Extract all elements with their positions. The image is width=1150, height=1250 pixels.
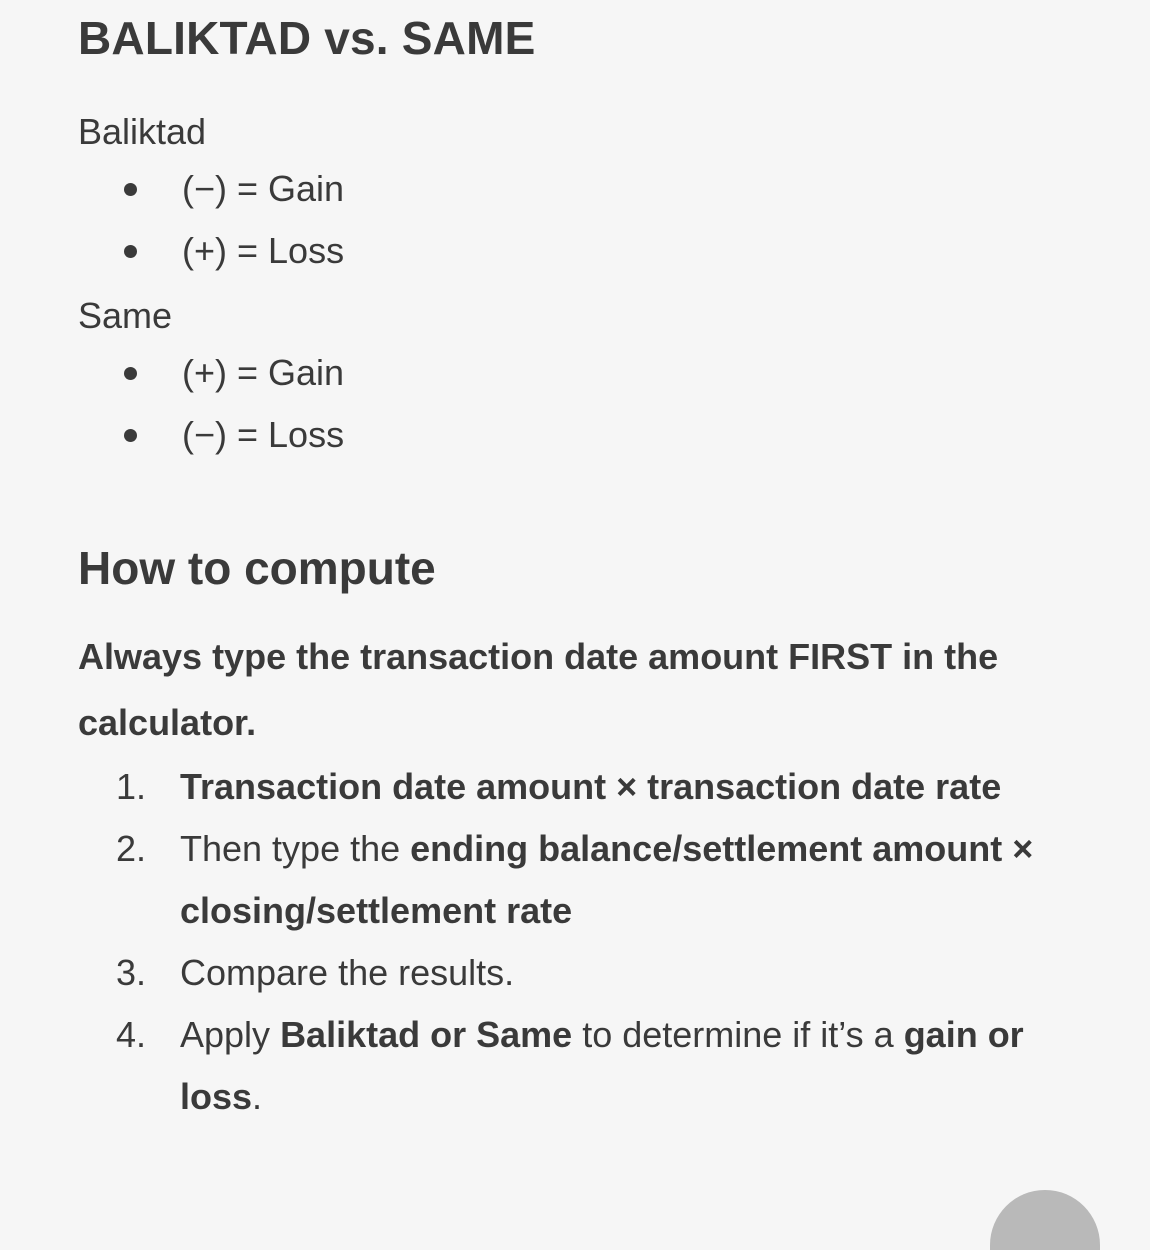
section-heading: How to compute bbox=[78, 542, 436, 594]
scroll-indicator[interactable] bbox=[990, 1190, 1100, 1250]
baliktad-list bbox=[78, 158, 1118, 282]
same-list bbox=[78, 342, 1118, 466]
step-text-bold: Transaction date amount × transaction date rate bbox=[180, 766, 1002, 807]
step-text: . bbox=[252, 1076, 263, 1117]
list-item-text: (+) = Gain bbox=[182, 352, 345, 393]
step-item bbox=[78, 756, 1060, 818]
list-item bbox=[78, 342, 1118, 404]
step-number: 2. bbox=[116, 828, 147, 869]
baliktad-label: Baliktad bbox=[78, 111, 207, 152]
step-text-bold: gain or loss bbox=[180, 1014, 1024, 1117]
steps-list bbox=[78, 756, 1118, 1128]
step-number: 1. bbox=[116, 766, 147, 807]
step-number: 3. bbox=[116, 952, 147, 993]
list-item bbox=[78, 220, 1118, 282]
step-text: to determine if it’s a bbox=[572, 1014, 904, 1055]
step-text: Compare the results. bbox=[180, 952, 515, 993]
list-item-text: (+) = Loss bbox=[182, 230, 345, 271]
list-item-text: (−) = Loss bbox=[182, 414, 345, 455]
list-item bbox=[78, 158, 1118, 220]
step-text: Then type the bbox=[180, 828, 411, 869]
page-title: BALIKTAD vs. SAME bbox=[78, 12, 536, 64]
intro-paragraph: Always type the transaction date amount FIRST in the calculator. bbox=[78, 636, 999, 743]
step-text-bold: Baliktad or Same bbox=[280, 1014, 573, 1055]
step-item bbox=[78, 1004, 1060, 1128]
step-text-bold: ending balance/settlement amount × closing/settlement rate bbox=[180, 828, 1034, 931]
bullet-icon bbox=[124, 245, 137, 258]
list-item bbox=[78, 404, 1118, 466]
list-item-text: (−) = Gain bbox=[182, 168, 345, 209]
bullet-icon bbox=[124, 367, 137, 380]
step-text: Apply bbox=[180, 1014, 281, 1055]
bullet-icon bbox=[124, 429, 137, 442]
bullet-icon bbox=[124, 183, 137, 196]
same-label: Same bbox=[78, 295, 173, 336]
step-item bbox=[78, 818, 1060, 942]
step-number: 4. bbox=[116, 1014, 147, 1055]
document-body bbox=[78, 0, 1118, 1128]
step-item bbox=[78, 942, 1060, 1004]
